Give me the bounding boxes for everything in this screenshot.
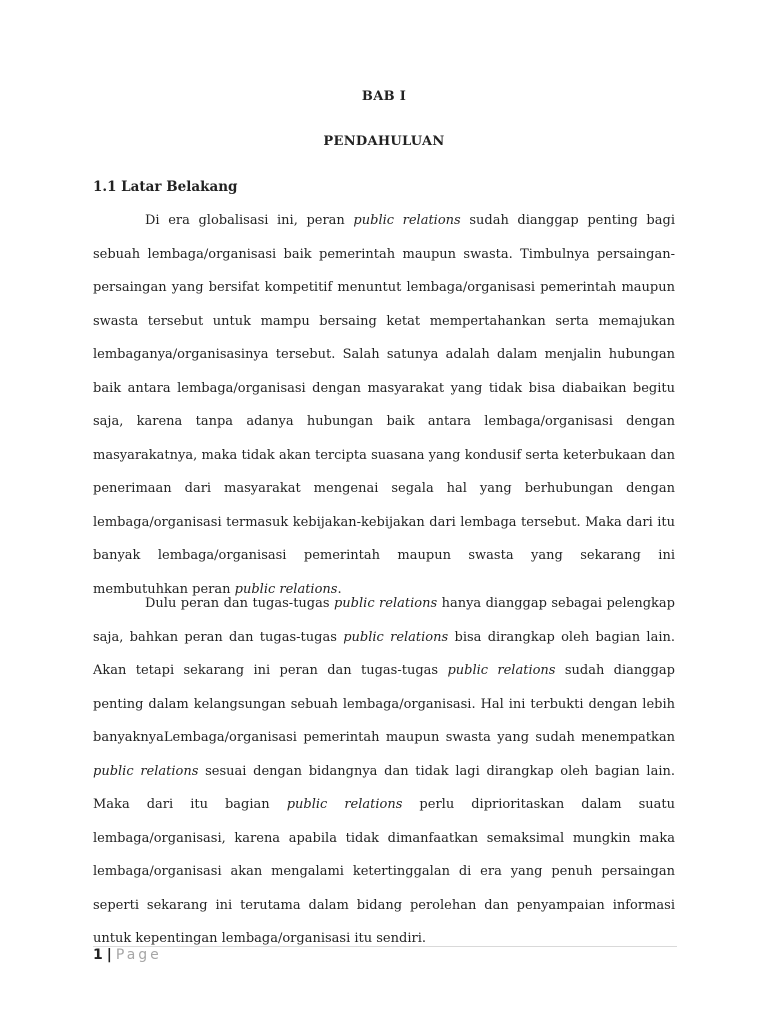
footer-divider [93,946,677,947]
text-run: sudah dianggap penting bagi sebuah lembaga/organisasi baik pemerintah maupun swasta. Timbulnya persaingan-persaingan yang bersifat kompetitif menuntut lembaga/organisasi pemerintah maupun swasta tersebut untuk mampu bersaing ketat mempertahankan serta memajukan lembaganya/organisasinya tersebut. Salah satunya adalah dalam menjalin hubungan baik antara lembaga/organisasi dengan masyarakat yang tidak bisa diabaikan begitu saja, karena tanpa adanya hubungan baik antara lembaga/organisasi dengan masyarakatnya, maka tidak akan tercipta suasana yang kondusif serta keterbukaan dan penerimaan dari masyarakat mengenai segala hal yang berhubungan dengan lembaga/organisasi termasuk kebijakan-kebijakan dari lembaga tersebut. Maka dari itu banyak lembaga/organisasi pemerintah maupun swasta yang sekarang ini membutuhkan peran [93,213,675,597]
body-paragraph-1 [93,204,675,606]
italic-term: public relations [333,596,438,611]
italic-term: public relations [343,629,449,645]
page-number: 1 [93,947,103,963]
italic-term: public relations [234,581,338,597]
text-run: sudah dianggap penting dalam kelangsungan sebuah lembaga/organisasi. Hal ini terbukti dengan lebih banyaknyaLembaga/organisasi pemerintah maupun swasta yang sudah menempatkan [93,663,675,745]
text-run: perlu diprioritaskan dalam suatu lembaga/organisasi, karena apabila tidak dimanfaatkan semaksimal mungkin maka lembaga/organisasi akan mengalami ketertinggalan di era yang penuh persaingan seperti sekarang ini terutama dalam bidang perolehan dan penyampaian informasi untuk kepentingan lembaga/organisasi itu sendiri. [93,797,675,946]
italic-term: public relations [286,797,403,812]
text-run: hanya dianggap sebagai pelengkap saja, bahkan peran dan tugas-tugas [93,596,675,645]
chapter-title: PENDAHULUAN [323,134,445,149]
page-footer [93,947,162,963]
text-run: Di era globalisasi ini, peran [145,213,354,228]
footer-separator: | [106,947,112,963]
page-label: Page [115,947,162,963]
text-run: . [337,581,342,597]
italic-term: public relations [447,663,556,678]
section-heading: 1.1 Latar Belakang [93,179,238,195]
body-paragraph-2 [93,587,675,956]
italic-term: public relations [93,763,199,779]
text-run: Dulu peran dan tugas-tugas [145,596,334,611]
chapter-heading: BAB I [361,89,407,104]
italic-term: public relations [353,213,461,228]
text-run: bisa dirangkap oleh bagian lain. Akan tetapi sekarang ini peran dan tugas-tugas [93,629,675,678]
text-run: sesuai dengan bidangnya dan tidak lagi dirangkap oleh bagian lain. Maka dari itu bagian [93,763,675,812]
